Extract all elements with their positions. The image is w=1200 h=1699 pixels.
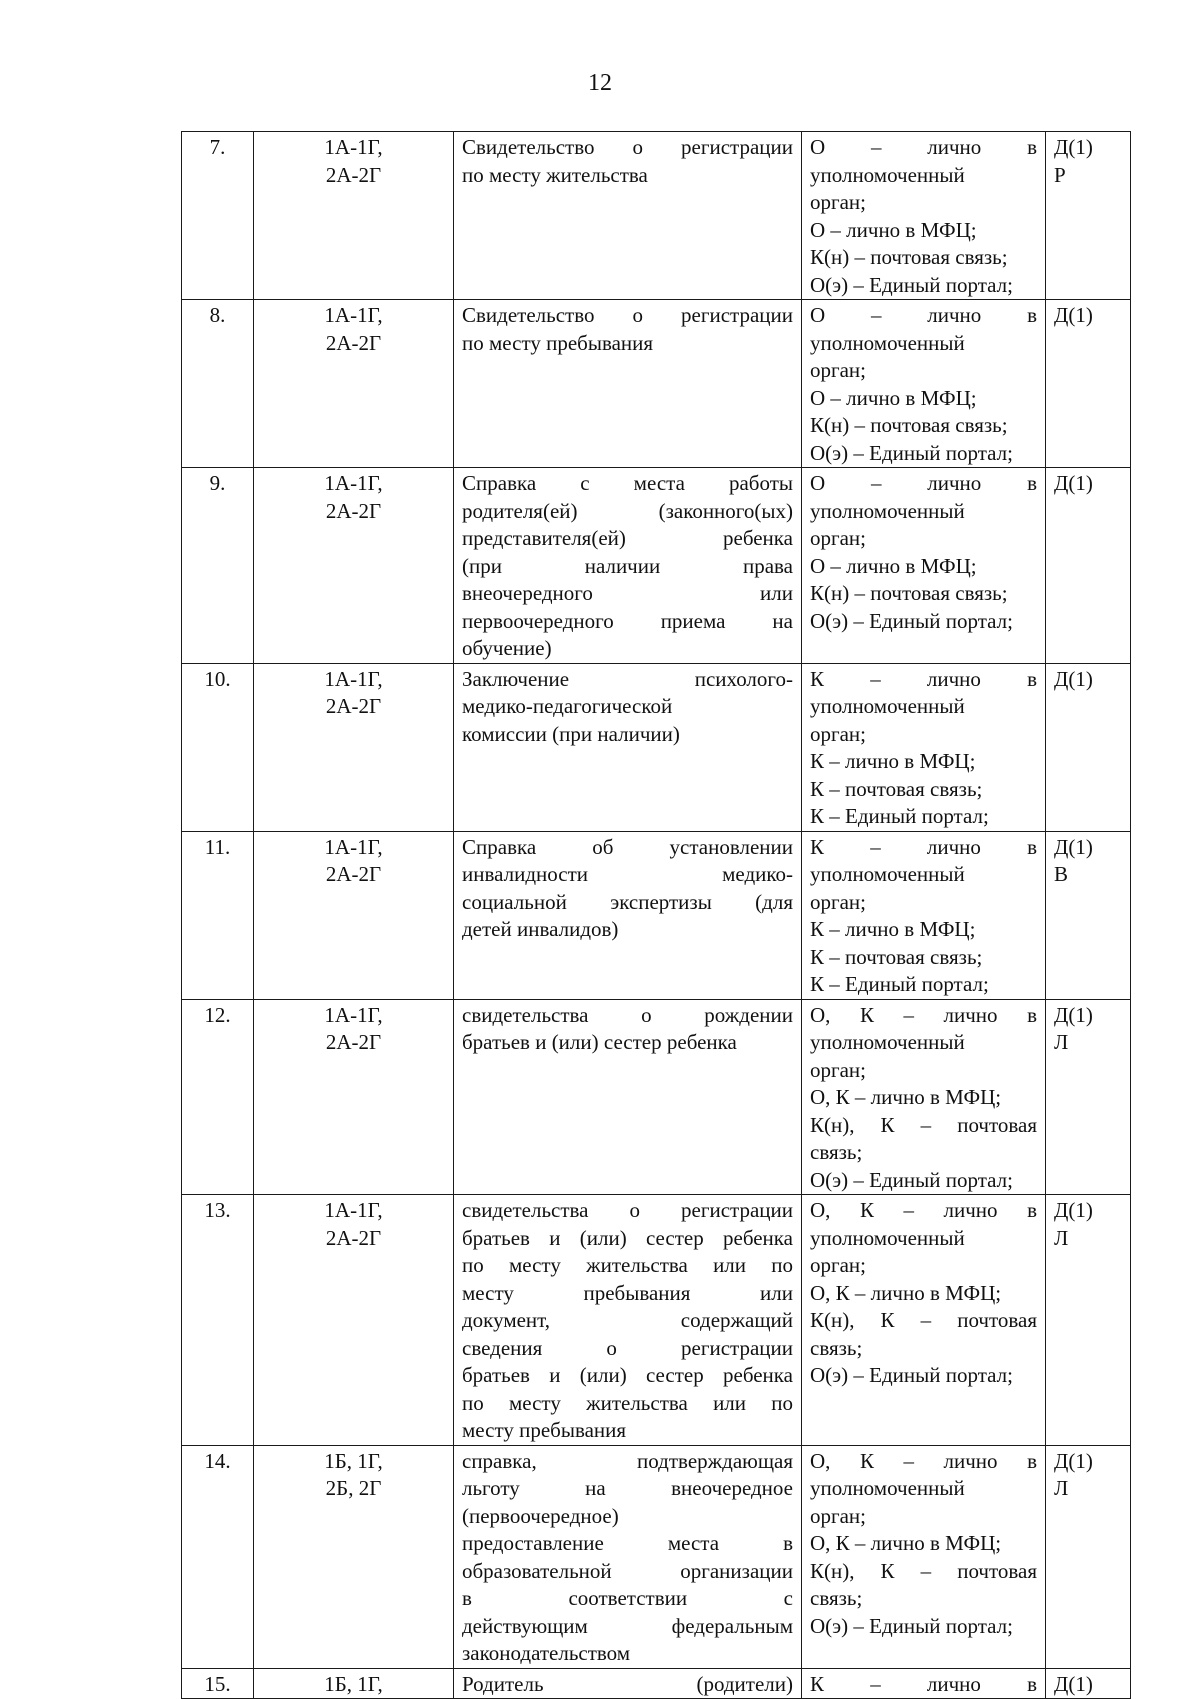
code-line: Р [1054,162,1066,187]
submission-method-cell [802,999,1046,1195]
code-cell [1046,831,1131,999]
submission-method-line: орган; [810,190,867,214]
document-name-line: по месту пребывания [462,330,654,355]
table-row [182,1195,1131,1446]
category-line: 2А-2Г [325,162,382,187]
category-cell [254,1195,454,1446]
row-number: 8. [182,300,254,468]
document-name-cell [454,663,802,831]
category-line: 1А-1Г, [324,471,383,495]
submission-method-cell [802,831,1046,999]
document-name-line: Заключение психолого- [462,666,793,691]
document-name-line: свидетельства о регистрации [462,1198,793,1222]
submission-method-line: О(э) – Единый портал; [810,1613,1013,1638]
code-line: Д(1) [1054,834,1093,859]
category-line: 2А-2Г [325,862,382,886]
submission-method-line: О(э) – Единый портал; [810,272,1013,297]
code-line: Д(1) [1054,666,1093,691]
submission-method-line: уполномоченный [810,1225,965,1250]
submission-method-line: О – лично в МФЦ; [810,553,977,578]
row-number: 7. [182,132,254,300]
submission-method-line: К(н), К – почтовая [810,1308,1037,1332]
code-line: Д(1) [1054,303,1093,327]
submission-method-line: О(э) – Единый портал; [810,608,1013,633]
document-name-cell [454,1445,802,1668]
submission-method-line: орган; [810,1253,867,1277]
category-cell [254,999,454,1195]
table-row [182,132,1131,300]
code-line: В [1054,862,1069,886]
category-line: 1А-1Г, [324,666,383,691]
submission-method-line: орган; [810,889,867,914]
category-line: 2А-2Г [325,1030,382,1054]
table-row [182,663,1131,831]
category-cell [254,831,454,999]
code-line: Д(1) [1054,1671,1093,1696]
submission-method-line: уполномоченный [810,162,965,187]
document-name-cell [454,1195,802,1446]
submission-method-line: О, К – лично в МФЦ; [810,1280,1002,1305]
category-line: 1А-1Г, [324,135,383,159]
submission-method-line: О, К – лично в [810,1002,1037,1027]
category-cell [254,300,454,468]
document-name-line: Свидетельство о регистрации [462,303,793,327]
submission-method-cell [802,468,1046,664]
code-cell [1046,999,1131,1195]
document-name-line: месту пребывания или [462,1280,793,1305]
submission-method-line: О – лично в МФЦ; [810,385,977,410]
document-name-line: братьев и (или) сестер ребенка [462,1030,737,1054]
submission-method-line: уполномоченный [810,694,965,718]
submission-method-line: О – лично в [810,471,1037,495]
submission-method-line: О(э) – Единый портал; [810,1363,1013,1387]
document-name-line: первоочередного приема на [462,608,793,633]
category-line: 2А-2Г [325,498,382,523]
page-number: 12 [588,70,612,96]
code-cell [1046,1195,1131,1446]
submission-method-line: К – лично в МФЦ; [810,749,976,773]
submission-method-line: О, К – лично в [810,1198,1037,1222]
document-name-line: в соответствии с [462,1586,793,1610]
submission-method-line: К – лично в [810,1671,1037,1696]
code-line: Д(1) [1054,471,1093,495]
document-name-line: (первоочередное) [462,1503,619,1528]
submission-method-line: уполномоченный [810,1030,965,1054]
code-cell [1046,663,1131,831]
category-line: 2А-2Г [325,330,382,355]
code-line: Л [1054,1476,1069,1500]
document-name-line: инвалидности медико- [462,862,793,886]
document-name-line: Справка об установлении [462,834,793,859]
document-name-line: законодательством [462,1641,631,1665]
submission-method-line: связь; [810,1586,863,1610]
document-name-line: родителя(ей) (законного(ых) [462,498,793,523]
document-name-cell [454,831,802,999]
document-name-line: медико-педагогической [462,694,673,718]
category-line: 2А-2Г [325,694,382,718]
submission-method-line: К – почтовая связь; [810,944,983,969]
submission-method-line: уполномоченный [810,1476,965,1500]
table-row [182,300,1131,468]
document-name-line: Справка с места работы [462,471,793,495]
submission-method-line: К – лично в [810,666,1037,691]
category-cell [254,663,454,831]
submission-method-line: орган; [810,1503,867,1528]
category-line: 2А-2Г [325,1225,382,1250]
document-name-line: действующим федеральным [462,1613,793,1638]
code-line: Л [1054,1225,1069,1250]
submission-method-line: орган; [810,526,867,550]
submission-method-line: К(н), К – почтовая [810,1558,1037,1583]
category-cell [254,468,454,664]
document-name-line: братьев и (или) сестер ребенка [462,1363,793,1387]
submission-method-line: О, К – лично в МФЦ; [810,1085,1002,1109]
document-name-cell [454,300,802,468]
submission-method-line: К(н) – почтовая связь; [810,245,1008,269]
code-cell [1046,1445,1131,1668]
document-name-line: Свидетельство о регистрации [462,135,793,159]
document-name-line: по месту жительства или по [462,1390,793,1415]
table-row [182,1668,1131,1699]
submission-method-line: О, К – лично в МФЦ; [810,1531,1002,1555]
submission-method-line: О(э) – Единый портал; [810,1167,1013,1192]
category-line: 2Б, 2Г [325,1476,382,1500]
document-name-cell [454,1668,802,1699]
category-line: 1Б, 1Г, [324,1671,383,1696]
document-name-line: по месту жительства или по [462,1253,793,1277]
submission-method-line: К – лично в [810,834,1037,859]
document-name-line: справка, подтверждающая [462,1448,793,1473]
category-line: 1А-1Г, [324,1002,383,1027]
category-line: 1А-1Г, [324,1198,383,1222]
submission-method-line: уполномоченный [810,498,965,523]
document-name-line: социальной экспертизы (для [462,889,793,914]
submission-method-line: связь; [810,1335,863,1360]
submission-method-line: О – лично в МФЦ; [810,217,977,242]
row-number: 15. [182,1668,254,1699]
submission-method-line: О – лично в [810,303,1037,327]
document-name-line: предоставление места в [462,1531,793,1555]
row-number: 13. [182,1195,254,1446]
row-number: 10. [182,663,254,831]
table-row [182,1445,1131,1668]
code-line: Д(1) [1054,1002,1093,1027]
submission-method-line: связь; [810,1140,863,1164]
category-cell [254,1668,454,1699]
code-line: Д(1) [1054,135,1093,159]
submission-method-line: О, К – лично в [810,1448,1037,1473]
document-name-line: братьев и (или) сестер ребенка [462,1225,793,1250]
document-name-line: (при наличии права [462,553,793,578]
category-cell [254,1445,454,1668]
submission-method-line: О – лично в [810,135,1037,159]
submission-method-cell [802,300,1046,468]
category-cell [254,132,454,300]
submission-method-line: орган; [810,1057,867,1082]
submission-method-line: орган; [810,721,867,746]
documents-table [181,131,1131,1699]
document-name-line: детей инвалидов) [462,917,619,941]
submission-method-cell [802,1445,1046,1668]
code-line: Л [1054,1030,1069,1054]
document-name-cell [454,132,802,300]
row-number: 9. [182,468,254,664]
document-name-line: льготу на внеочередное [462,1476,793,1500]
row-number: 12. [182,999,254,1195]
code-line: Д(1) [1054,1448,1093,1473]
category-line: 1Б, 1Г, [324,1448,383,1473]
submission-method-cell [802,132,1046,300]
document-name-line: комиссии (при наличии) [462,721,680,746]
submission-method-line: К – Единый портал; [810,804,989,828]
submission-method-line: уполномоченный [810,330,965,355]
table-row [182,999,1131,1195]
document-name-line: месту пребывания [462,1418,627,1442]
document-name-cell [454,999,802,1195]
code-cell [1046,468,1131,664]
document-name-line: документ, содержащий [462,1308,793,1332]
submission-method-line: К(н), К – почтовая [810,1112,1037,1137]
row-number: 11. [182,831,254,999]
table-row [182,468,1131,664]
row-number: 14. [182,1445,254,1668]
submission-method-line: К – Единый портал; [810,972,989,996]
document-name-line: обучение) [462,636,552,660]
document-name-cell [454,468,802,664]
submission-method-cell [802,1668,1046,1699]
document-name-line: свидетельства о рождении [462,1002,793,1027]
document-name-line: Родитель (родители) [462,1671,793,1696]
table-row [182,831,1131,999]
document-name-line: сведения о регистрации [462,1335,793,1360]
submission-method-cell [802,663,1046,831]
category-line: 1А-1Г, [324,303,383,327]
code-line: Д(1) [1054,1198,1093,1222]
document-name-line: образовательной организации [462,1558,793,1583]
submission-method-cell [802,1195,1046,1446]
category-line: 1А-1Г, [324,834,383,859]
submission-method-line: О(э) – Единый портал; [810,440,1013,465]
document-name-line: представителя(ей) ребенка [462,526,793,550]
submission-method-line: орган; [810,358,867,382]
code-cell [1046,300,1131,468]
document-name-line: по месту жительства [462,162,648,187]
submission-method-line: К – лично в МФЦ; [810,917,976,941]
code-cell [1046,132,1131,300]
submission-method-line: К(н) – почтовая связь; [810,581,1008,605]
submission-method-line: уполномоченный [810,862,965,886]
submission-method-line: К(н) – почтовая связь; [810,413,1008,437]
document-name-line: внеочередного или [462,581,793,605]
submission-method-line: К – почтовая связь; [810,776,983,801]
code-cell [1046,1668,1131,1699]
